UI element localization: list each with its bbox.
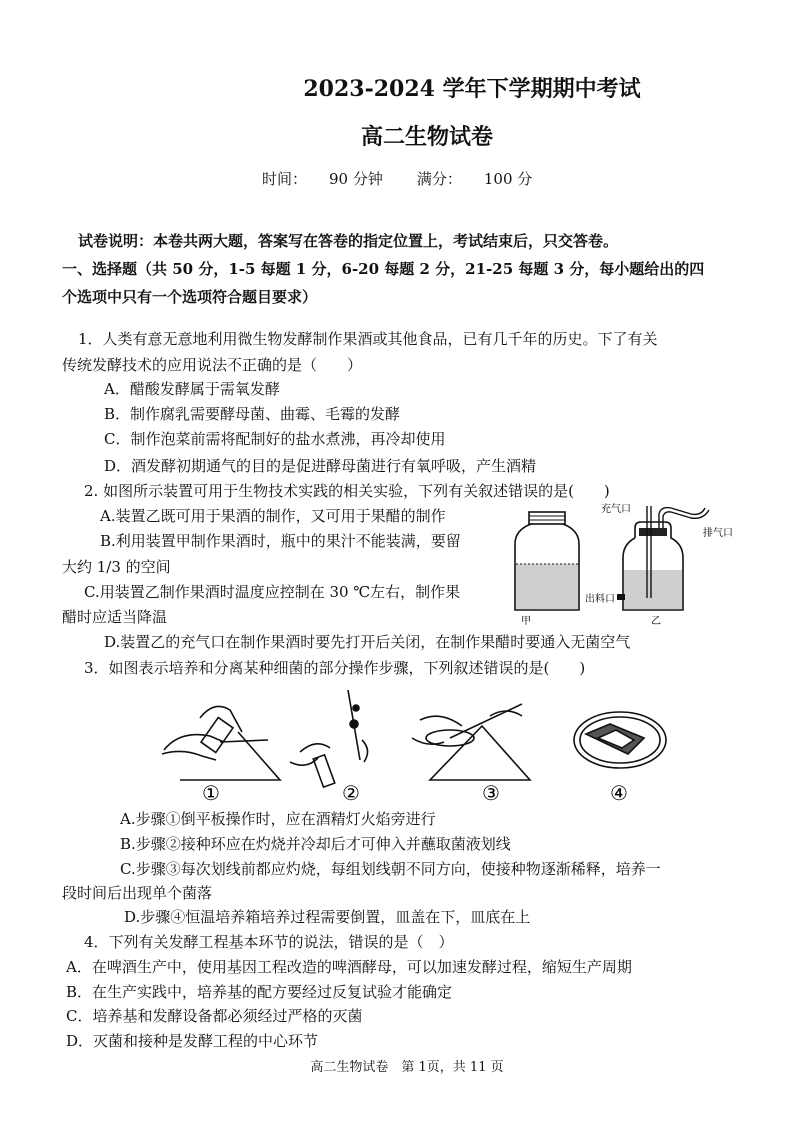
q4-option-a: A．在啤酒生产中，使用基因工程改造的啤酒酵母，可以加速发酵过程，缩短生产周期 bbox=[66, 958, 632, 976]
step2-inoculation-illustration bbox=[290, 690, 368, 787]
step4-incubation-illustration bbox=[574, 712, 666, 768]
exam-subtitle: 高二生物试卷 bbox=[360, 124, 493, 150]
label-outlet: 出料口 bbox=[585, 594, 615, 605]
q3-option-c-line2: 段时间后出现单个菌落 bbox=[62, 884, 213, 902]
exam-title: 2023-2024 学年下学期期中考试 bbox=[303, 76, 641, 102]
step-label-2: ② bbox=[342, 781, 360, 805]
q4-option-b: B．在生产实践中，培养基的配方要经过反复试验才能确定 bbox=[66, 983, 453, 1001]
step-label-1: ① bbox=[202, 781, 220, 805]
q1-option-a: A．醋酸发酵属于需氧发酵 bbox=[104, 380, 280, 398]
q2-option-c-line1: C.用装置乙制作果酒时温度应控制在 30 ℃左右，制作果 bbox=[84, 583, 461, 601]
culture-steps-figure bbox=[150, 680, 670, 805]
exam-time-info bbox=[262, 168, 554, 189]
q3-option-d: D.步骤④恒温培养箱培养过程需要倒置，皿盖在下，皿底在上 bbox=[124, 908, 531, 926]
section-heading-line1: 一、选择题（共 50 分，1-5 每题 1 分，6-20 每题 2 分，21-25 每题 3 分，每小题给出的四 bbox=[62, 260, 705, 278]
q3-option-a: A.步骤①倒平板操作时，应在酒精灯火焰旁进行 bbox=[120, 810, 436, 828]
time-label: 时间： bbox=[262, 170, 308, 188]
label-inlet: 充气口 bbox=[601, 504, 631, 515]
instructions: 试卷说明：本卷共两大题，答案写在答卷的指定位置上，考试结束后，只交答卷。 bbox=[78, 232, 619, 250]
step1-pour-plate-illustration bbox=[162, 706, 280, 780]
q1-stem-line1: 1．人类有意无意地利用微生物发酵制作果酒或其他食品，已有几千年的历史。下了有关 bbox=[78, 330, 658, 348]
bottle-yi bbox=[617, 506, 709, 610]
q4-stem: 4．下列有关发酵工程基本环节的说法，错误的是（ ） bbox=[84, 933, 454, 951]
q3-option-b: B.步骤②接种环应在灼烧并冷却后才可伸入并蘸取菌液划线 bbox=[120, 835, 511, 853]
score-value: 100 分 bbox=[483, 170, 533, 188]
label-exhaust: 排气口 bbox=[703, 528, 733, 539]
label-jia: 甲 bbox=[521, 616, 531, 627]
q1-option-b: B．制作腐乳需要酵母菌、曲霉、毛霉的发酵 bbox=[104, 405, 401, 423]
q3-option-c-line1: C.步骤③每次划线前都应灼烧，每组划线朝不同方向，使接种物逐渐稀释，培养一 bbox=[120, 860, 661, 878]
fermentation-apparatus-figure bbox=[505, 498, 735, 633]
q4-option-c: C．培养基和发酵设备都必须经过严格的灭菌 bbox=[66, 1007, 363, 1025]
q2-stem: 2. 如图所示装置可用于生物技术实践的相关实验，下列有关叙述错误的是( ) bbox=[84, 482, 610, 500]
q1-stem-line2: 传统发酵技术的应用说法不正确的是（ ） bbox=[62, 356, 363, 374]
step3-streaking-illustration bbox=[412, 704, 530, 780]
q1-option-d: D．酒发酵初期通气的目的是促进酵母菌进行有氧呼吸，产生酒精 bbox=[104, 457, 537, 475]
q1-option-c: C．制作泡菜前需将配制好的盐水煮沸，再冷却使用 bbox=[104, 430, 446, 448]
q2-option-d: D.装置乙的充气口在制作果酒时要先打开后关闭，在制作果醋时要通入无菌空气 bbox=[104, 633, 631, 651]
q2-option-b-line2: 大约 1/3 的空间 bbox=[62, 558, 171, 576]
q2-option-c-line2: 醋时应适当降温 bbox=[62, 608, 168, 626]
label-yi: 乙 bbox=[651, 616, 661, 627]
score-label: 满分： bbox=[416, 170, 462, 188]
q2-option-a: A.装置乙既可用于果酒的制作，又可用于果醋的制作 bbox=[100, 507, 446, 525]
section-heading-line2: 个选项中只有一个选项符合题目要求） bbox=[62, 288, 318, 306]
step-label-3: ③ bbox=[482, 781, 500, 805]
time-value: 90 分钟 bbox=[329, 170, 383, 188]
q3-stem: 3．如图表示培养和分离某种细菌的部分操作步骤，下列叙述错误的是( ) bbox=[84, 659, 586, 677]
page-footer: 高二生物试卷 第 1页，共 11 页 bbox=[310, 1060, 504, 1075]
jar-jia bbox=[515, 512, 579, 610]
q4-option-d: D．灭菌和接种是发酵工程的中心环节 bbox=[66, 1032, 319, 1050]
step-label-4: ④ bbox=[610, 781, 628, 805]
q2-option-b-line1: B.利用装置甲制作果酒时，瓶中的果汁不能装满，要留 bbox=[100, 532, 461, 550]
